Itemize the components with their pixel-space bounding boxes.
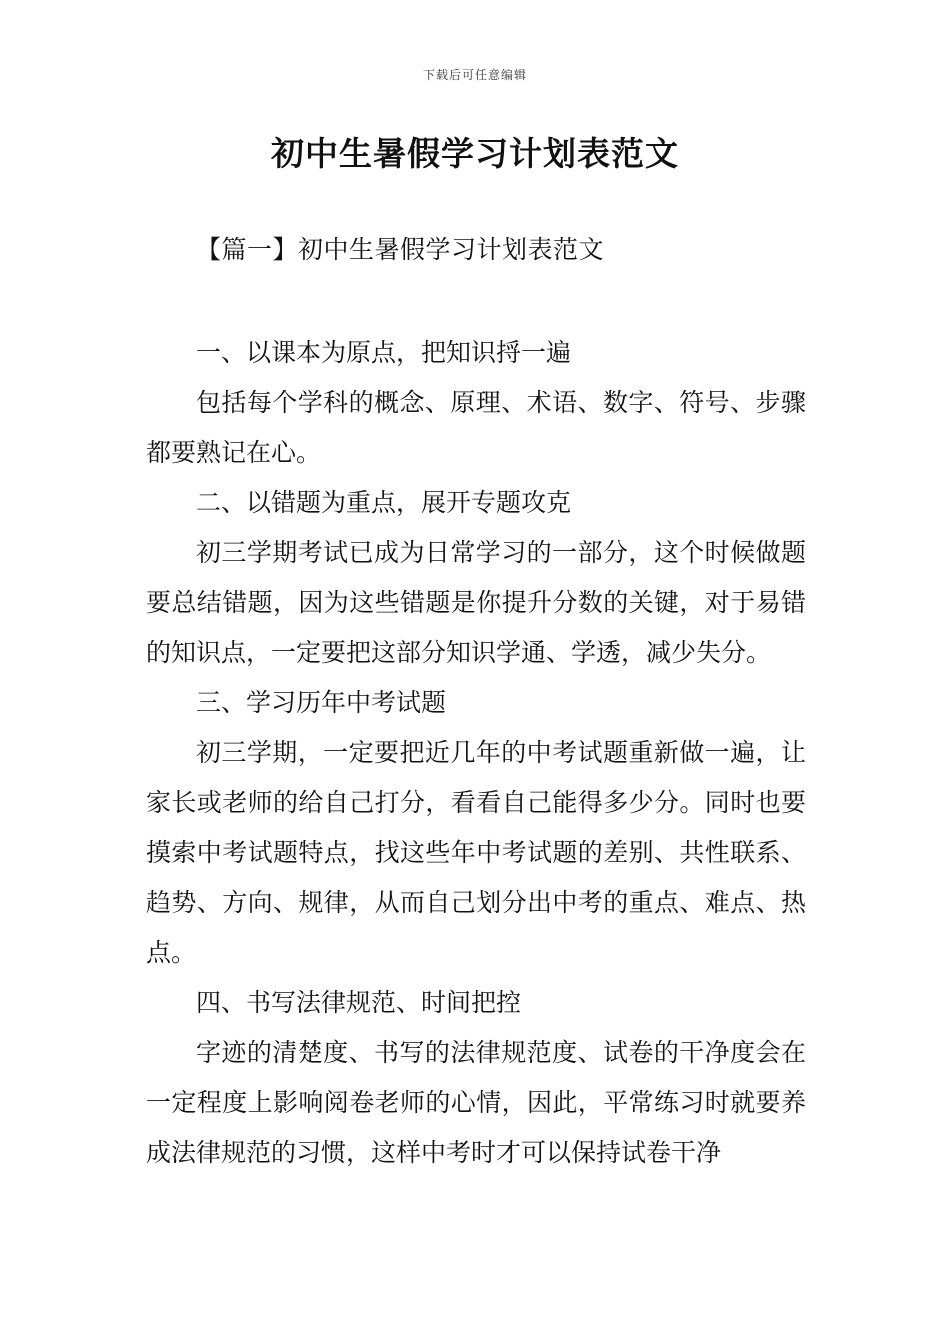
- page-title: 初中生暑假学习计划表范文: [271, 134, 679, 173]
- heading-2: 二、以错题为重点，展开专题攻克: [196, 488, 572, 517]
- paragraph-2: 初三学期考试已成为日常学习的一部分，这个时候做题要总结错题，因为这些错题是你提升分数的关键，对于易错的知识点，一定要把这部分知识学通、学透，减少失分。: [146, 538, 806, 667]
- paragraph-4: 字迹的清楚度、书写的法律规范度、试卷的干净度会在一定程度上影响阅卷老师的心情，因此，平常练习时就要养成法律规范的习惯，这样中考时才可以保持试卷干净: [146, 1038, 806, 1167]
- heading-3: 三、学习历年中考试题: [196, 688, 447, 717]
- paragraph-3: 初三学期，一定要把近几年的中考试题重新做一遍，让家长或老师的给自己打分，看看自己能得多少分。同时也要摸索中考试题特点，找这些年中考试题的差别、共性联系、趋势、方向、规律，从而自己划分出中考的重点、难点、热点。: [146, 738, 806, 967]
- heading-4: 四、书写法律规范、时间把控: [196, 988, 522, 1017]
- paragraph-1: 包括每个学科的概念、原理、术语、数字、符号、步骤都要熟记在心。: [146, 388, 806, 467]
- section-title: 【篇一】初中生暑假学习计划表范文: [196, 235, 605, 264]
- heading-1: 一、以课本为原点，把知识捋一遍: [196, 338, 572, 367]
- header-note: 下载后可任意编辑: [422, 68, 527, 82]
- document-body: [146, 328, 806, 1178]
